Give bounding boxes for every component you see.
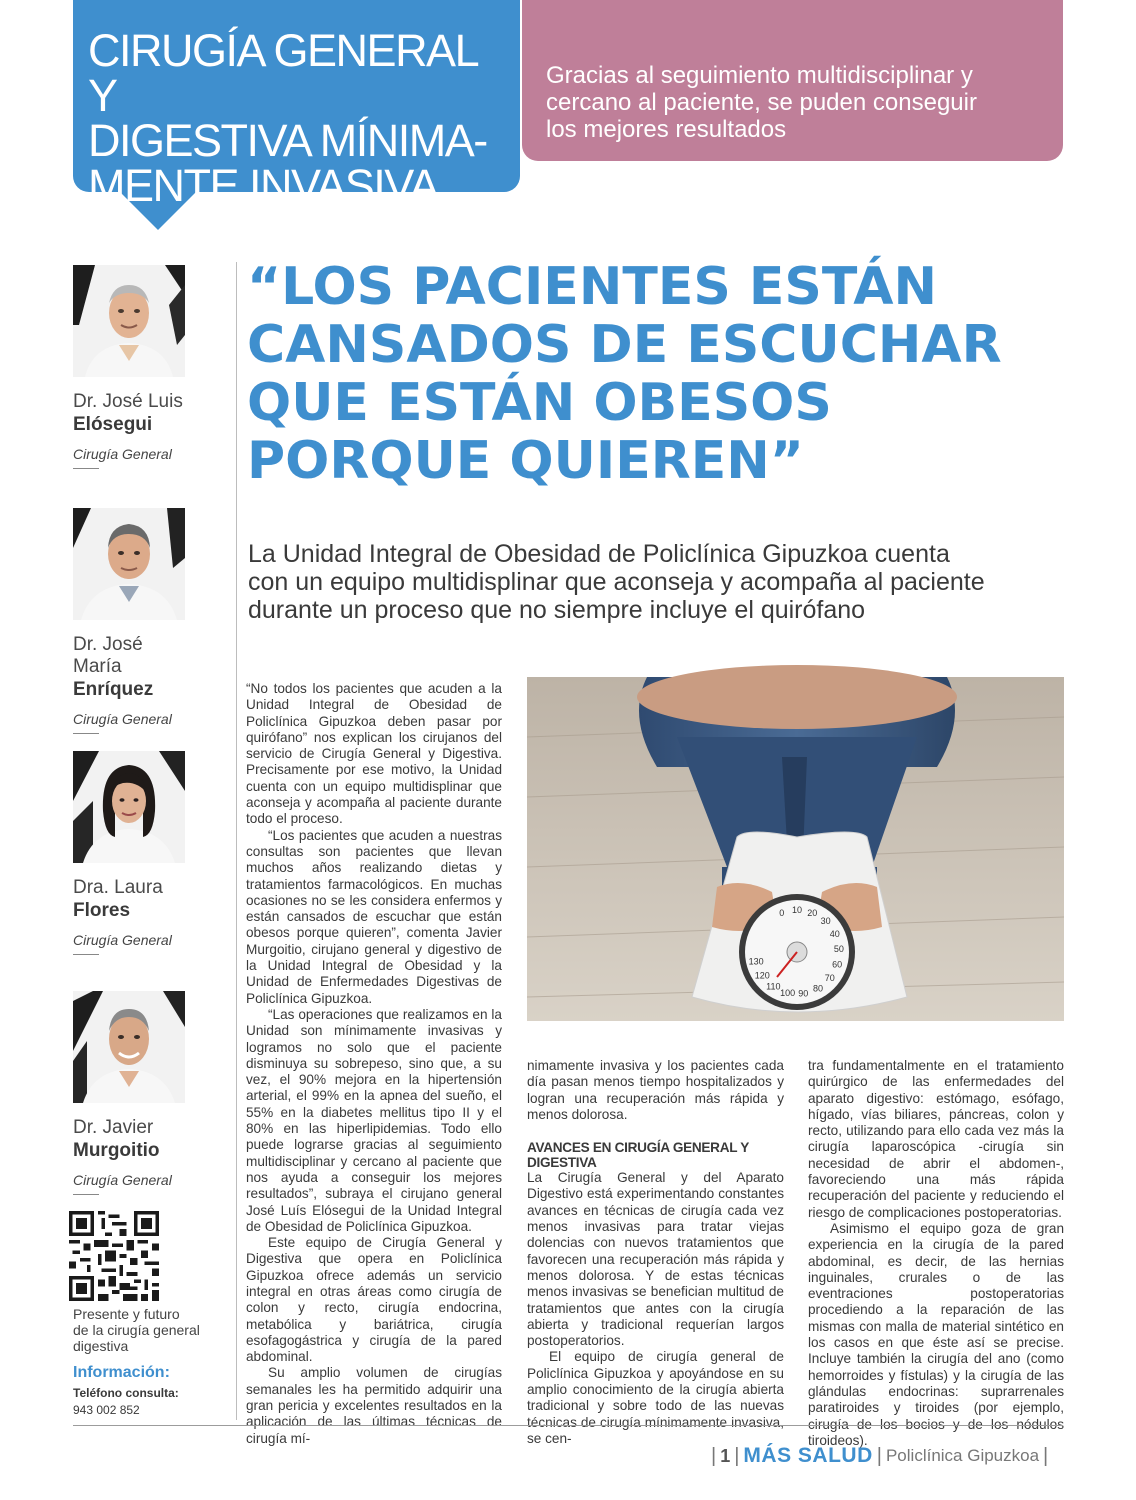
scale-dial-number: 80 — [812, 983, 824, 994]
doctor-photo — [73, 265, 185, 377]
doctor-card — [73, 991, 185, 1195]
doctor-name: Dra. Laura — [73, 877, 163, 898]
paragraph: “Los pacientes que acuden a nuestras consultas son pacientes que llevan muchos años realizando dietas y tratamientos farmacológicos. En muchas ocasiones no se les considera enfermos y están cansados de escuchar que están obesos porque quieren”, comenta Javier Murgoitio, cirujano general y digestivo de la Unidad Integral de Obesidad y la Unidad de Enfermedades Digestivas de Policlínica Gipuzkoa. — [246, 827, 502, 1006]
paragraph: Su amplio volumen de cirugías semanales les ha permitido adquirir una gran pericia y excelentes resultados en la aplicación de las últimas técnicas de cirugía mí- — [246, 1365, 502, 1446]
doctor-photo — [73, 991, 185, 1103]
paragraph: El equipo de cirugía general de Policlínica Gipuzkoa y apoyándose en su amplio conocimiento de la cirugía abierta tradicional y sobre todo de las nuevas técnicas de cirugía mínimamente invasiva, se cen- — [527, 1349, 784, 1446]
paragraph: tra fundamentalmente en el tratamiento quirúrgico de las enfermedades del aparato digestivo: estómago, esófago, hígado, vías biliares, páncreas, colon y recto, utilizando para ello cada vez más la cirugía laparoscópica -cirugía sin necesidad de abrir el abdomen-, favoreciendo una más rápida recuperación del paciente y reduciendo el riesgo de complicaciones postoperatorias. — [808, 1058, 1064, 1220]
doctor-specialty: Cirugía General — [73, 711, 172, 727]
column-divider — [236, 262, 237, 1420]
article-column-1 — [246, 681, 502, 1446]
paragraph: Asimismo el equipo goza de gran experiencia en la cirugía de la pared abdominal, es decir, de las hernias inguinales, crurales o de las eventraciones postoperatorias procediendo a la reparación de las mismas con malla de material sintético en los casos en que éste así se precise. Incluye también la cirugía del ano (como hemorroides y fístulas) y la cirugía de las glándulas endocrinas: suprarrenales paratiroides y tiroides (por ejemplo, cirugía de los bocios y de los nódulos tiroideos). — [808, 1220, 1064, 1448]
headline: “LOS PACIENTES ESTÁN CANSADOS DE ESCUCHAR QUE ESTÁN OBESOS PORQUE QUIEREN” — [247, 257, 1002, 491]
doctor-photo — [73, 508, 185, 620]
separator: | — [1043, 1444, 1049, 1467]
separator: | — [734, 1444, 740, 1467]
scale-dial-number: 70 — [824, 973, 835, 984]
doctor-card — [73, 751, 185, 955]
divider — [73, 1194, 99, 1195]
doctor-specialty: Cirugía General — [73, 446, 172, 462]
paragraph: Este equipo de Cirugía General y Digestiva que opera en Policlínica Gipuzkoa ofrece además un servicio integral en otras áreas como cirugía de colon y recto, cirugía endocrina, metabólica y bariátrica, cirugía esofagogástrica y cirugía de la pared abdominal. — [246, 1235, 502, 1365]
doctor-surname: Murgoitio — [73, 1140, 160, 1161]
footer-rule — [73, 1425, 1063, 1426]
magazine-name: MÁS SALUD — [743, 1444, 873, 1467]
paragraph: La Cirugía General y del Aparato Digestivo está experimentando constantes avances en técnicas de cirugía cada vez menos invasivas para tratar viejas dolencias con nuevos tratamientos que favorecen una recuperación más rápida y menos dolorosa. Y de estas técnicas menos invasivas se benefician multitud de tratamientos que antes con la cirugía abierta y tradicional requerían largos postoperatorios. — [527, 1170, 784, 1349]
section-subtitle: Gracias al seguimiento multidisciplinar y cercano al paciente, se puden conseguir los mejores resultados — [546, 62, 977, 143]
section-heading: AVANCES EN CIRUGÍA GENERAL Y DIGESTIVA — [527, 1140, 749, 1171]
phone-number[interactable]: 943 002 852 — [73, 1403, 140, 1417]
article-column-3 — [808, 1058, 1064, 1448]
scale-dial-number: 130 — [748, 956, 764, 967]
scale-dial-number: 110 — [766, 981, 781, 992]
scale-dial-number: 20 — [807, 907, 818, 918]
doctor-surname: Flores — [73, 900, 131, 921]
qr-code[interactable] — [69, 1210, 159, 1302]
scale-dial-number: 50 — [833, 943, 844, 954]
scale-dial-number: 10 — [791, 905, 803, 915]
scale-dial-number: 100 — [780, 987, 796, 998]
section-title: CIRUGÍA GENERAL Y DIGESTIVA MÍNIMA- MENTE INVASIVA — [88, 25, 487, 211]
scale-dial-number: 90 — [798, 988, 809, 999]
info-title: Información: — [73, 1364, 170, 1381]
paragraph: nimamente invasiva y los pacientes cada día pasan menos tiempo hospitalizados y logran una recuperación más rápida y menos dolorosa. — [527, 1058, 784, 1122]
standfirst: La Unidad Integral de Obesidad de Policlínica Gipuzkoa cuenta con un equipo multidisplinar que aconseja y acompaña al paciente durante un proceso que no siempre incluye el quirófano — [248, 540, 985, 624]
paragraph: “Las operaciones que realizamos en la Unidad son mínimamente invasivas y logramos no solo que el paciente disminuya su sobrepeso, sino que, a su vez, el 90% mejora en la hipertensión arterial, el 99% en la apnea del sueño, el 55% en la diabetes mellitus tipo II y el 80% en las hiperlipidemias. Todo ello puede lograrse gracias al seguimiento multidisciplinar y cercano al paciente que nos ayuda a conseguir los mejores resultados”, subraya el cirujano general José Luís Elósegui de la Unidad Integral de Obesidad de Policlínica Gipuzkoa. — [246, 1006, 502, 1234]
separator: | — [711, 1444, 717, 1467]
scale-photo — [527, 677, 1064, 1021]
divider — [73, 468, 99, 469]
scale-dial-number: 60 — [832, 959, 843, 970]
doctor-surname: Elósegui — [73, 414, 153, 435]
scale-dial-number: 40 — [829, 928, 840, 939]
doctor-name: Dr. Javier — [73, 1117, 154, 1138]
doctor-photo — [73, 751, 185, 863]
doctor-card — [73, 265, 185, 469]
page-number: 1 — [720, 1445, 731, 1466]
page-footer — [707, 1443, 1052, 1469]
separator: | — [876, 1444, 882, 1467]
doctor-specialty: Cirugía General — [73, 1172, 172, 1188]
phone-label: Teléfono consulta: — [73, 1386, 179, 1400]
doctor-specialty: Cirugía General — [73, 932, 172, 948]
qr-caption: Presente y futuro de la cirugía general digestiva — [73, 1306, 200, 1354]
doctor-surname: Enríquez — [73, 679, 154, 700]
divider — [73, 733, 99, 734]
doctor-name: Dr. José María — [73, 634, 143, 677]
scale-dial-number: 120 — [754, 970, 770, 981]
paragraph: “No todos los pacientes que acuden a la Unidad Integral de Obesidad de Policlínica Gipuzkoa deben pasar por quirófano” nos explican los cirujanos del servicio de Cirugía General y Digestiva. Precisamente por ese motivo, la Unidad cuenta con un equipo multidisplinar que aconseja y acompaña al paciente durante todo el proceso. — [246, 681, 502, 827]
scale-dial-number: 30 — [820, 916, 831, 927]
divider — [73, 954, 99, 955]
article-column-2 — [527, 1058, 784, 1446]
doctor-name: Dr. José Luis — [73, 391, 183, 412]
scale-dial-number: 0 — [779, 907, 785, 918]
doctor-card — [73, 508, 185, 734]
organization-name: Policlínica Gipuzkoa — [885, 1446, 1040, 1465]
